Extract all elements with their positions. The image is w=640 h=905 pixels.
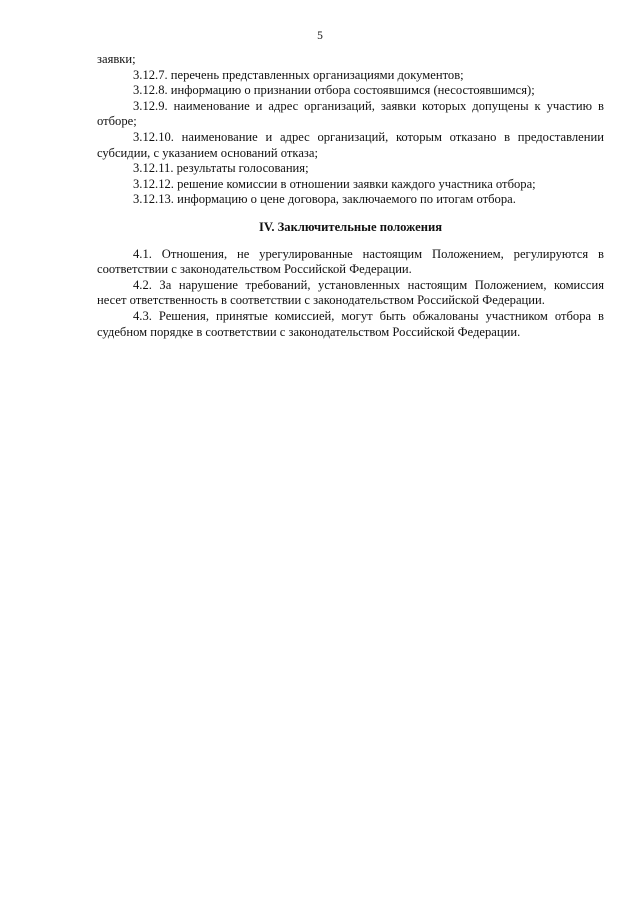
paragraph-3-12-7: 3.12.7. перечень представленных организациями документов; [133,67,464,82]
paragraph-3-12-8: 3.12.8. информацию о признании отбора состоявшимся (несостоявшимся); [133,83,535,98]
paragraph-3-12-13: 3.12.13. информацию о цене договора, заключаемого по итогам отбора. [133,192,516,207]
document-body [97,52,604,340]
paragraph-3-12-9: 3.12.9. наименование и адрес организаций, заявки которых допущены к участию в отборе; [97,98,604,129]
page-number: 5 [317,30,323,42]
paragraph-3-12-10: 3.12.10. наименование и адрес организаций, которым отказано в предоставлении субсидии, с указанием оснований отказа; [97,129,604,160]
paragraph-3-12-11: 3.12.11. результаты голосования; [133,161,309,176]
paragraph-3-12-12: 3.12.12. решение комиссии в отношении заявки каждого участника отбора; [133,176,536,191]
paragraph-4-3: 4.3. Решения, принятые комиссией, могут быть обжалованы участником отбора в судебном порядке в соответствии с законодательством Российской Федерации. [97,308,604,339]
section-heading: IV. Заключительные положения [258,219,443,234]
paragraph-4-1: 4.1. Отношения, не урегулированные настоящим Положением, регулируются в соответствии с законодательством Российской Федерации. [97,246,604,277]
paragraph-continuation: заявки; [97,52,136,66]
paragraph-4-2: 4.2. За нарушение требований, установленных настоящим Положением, комиссия несет ответственность в соответствии с законодательством Российской Федерации. [97,277,604,308]
